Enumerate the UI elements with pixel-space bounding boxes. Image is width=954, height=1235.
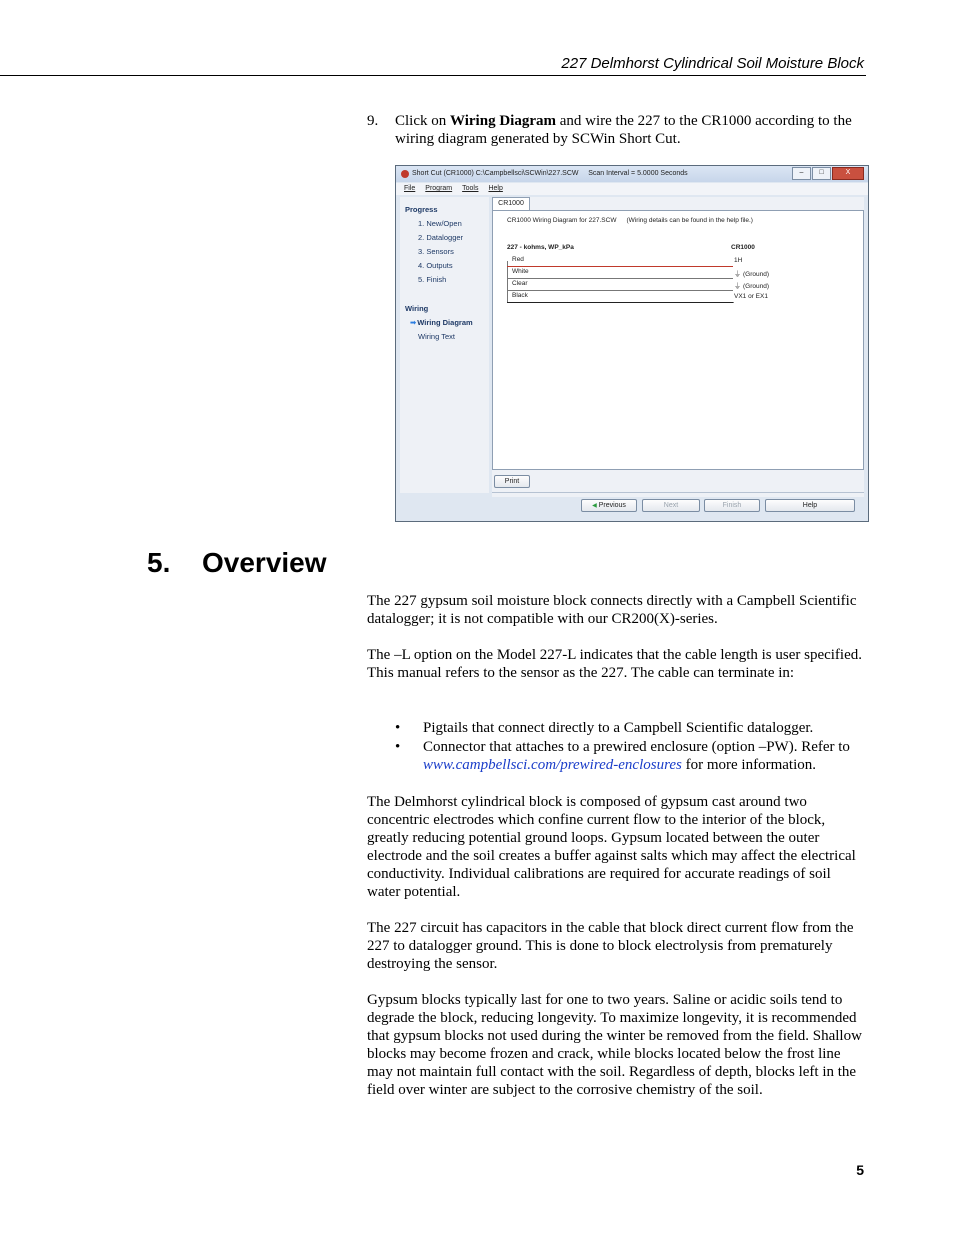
diagram-caption-text: CR1000 Wiring Diagram for 227.SCW [507,217,617,224]
maximize-icon[interactable]: □ [812,167,831,180]
terminal-text: (Ground) [743,271,770,278]
previous-button[interactable] [581,499,637,512]
progress-item-outputs[interactable]: 4. Outputs [418,261,453,270]
shortcut-window-screenshot [395,165,869,522]
termination-options-list [367,719,867,775]
section-heading [147,547,327,579]
progress-item-datalogger[interactable]: 2. Datalogger [418,233,464,242]
menu-tools[interactable]: Tools [462,185,479,192]
paragraph-block-composition: The Delmhorst cylindrical block is composed of gypsum cast around two concentric electrodes which confine current flow to the interior of the block, greatly reducing potential ground loops. Gypsum located between the outer electrode and the soil creates a buffer against salts which may affect the electrical conductivity. Individual calibrations are required for accurate readings of soil water potential. [367,794,856,900]
terminal-label [734,269,769,279]
finish-button[interactable]: Finish [704,499,760,512]
menu-file[interactable]: File [404,185,416,192]
running-header: 227 Delmhorst Cylindrical Soil Moisture Block [561,55,864,72]
next-button[interactable]: Next [642,499,700,512]
bullet-icon: • [395,720,401,736]
ground-icon: ⏚ [734,283,741,290]
wire-color-label: White [512,268,529,275]
step-text-suffix: and wire the 227 to the CR1000 according to the wiring diagram generated by SCWin Short Cut. [395,113,852,147]
datalogger-header: CR1000 [731,244,755,251]
progress-heading: Progress [405,205,438,214]
bullet-icon: • [395,739,401,755]
menu-program[interactable]: Program [425,185,453,192]
paragraph-capacitors: The 227 circuit has capacitors in the cable that block direct current flow from the 227 to datalogger ground. This is done to block electrolysis from prematurely destroying the sensor. [367,920,854,972]
wire-row [507,255,733,267]
wiring-item-text[interactable]: Wiring Text [418,332,455,341]
section-number: 5. [147,547,171,578]
section-title-text: Overview [202,547,327,578]
wire-row [507,267,733,279]
terminal-label: 1H [734,257,743,264]
diagram-caption [507,217,753,224]
progress-item-finish[interactable]: 5. Finish [418,275,447,284]
list-item-text: Connector that attaches to a prewired enclosure (option –PW). Refer to [423,739,850,755]
wire-color-label: Red [512,256,524,263]
app-icon [401,170,409,178]
arrow-right-icon: ➡ [410,318,417,327]
sensor-header: 227 - kohms, WP_kPa [507,244,574,251]
step-number: 9. [367,113,379,129]
terminal-label [734,281,769,291]
window-controls [792,167,864,180]
terminal-label: VX1 or EX1 [734,293,768,300]
progress-item-new-open[interactable]: 1. New/Open [418,219,462,228]
paragraph-compatibility: The 227 gypsum soil moisture block connects directly with a Campbell Scientific datalogger; it is not compatible with our CR200(X)-series. [367,593,857,627]
paragraph-longevity: Gypsum blocks typically last for one to two years. Saline or acidic soils tend to degrade the block, reducing longevity. To maximize longevity, it is recommended that gypsum blocks not used during the winter be removed from the field. Shallow blocks may become frozen and crack, while blocks located below the frost line may not maintain full contact with the soil. Regardless of depth, blocks left in the field over winter are subject to the corrosive chemistry of the soil. [367,992,862,1098]
wire-color-label: Clear [512,280,528,287]
wiring-panel [492,197,864,497]
scan-interval: Scan Interval = 5.0000 Seconds [588,170,688,177]
previous-arrow-icon: ◀ [592,503,597,509]
print-button[interactable]: Print [494,475,530,488]
tab-cr1000[interactable]: CR1000 [492,197,530,211]
prewired-enclosures-link[interactable]: www.campbellsci.com/prewired-enclosures [423,757,682,773]
menu-help[interactable]: Help [488,185,503,192]
window-titlebar [396,166,868,182]
list-item-suffix: for more information. [681,757,816,773]
ground-icon: ⏚ [734,271,741,278]
step-text [395,112,867,148]
page-number: 5 [856,1162,864,1178]
previous-label: Previous [598,502,626,509]
help-button[interactable]: Help [765,499,855,512]
header-rule [0,75,866,76]
list-item-text: Pigtails that connect directly to a Campbell Scientific datalogger. [423,720,814,736]
step-text-bold: Wiring Diagram [450,113,556,129]
wire-row [507,291,733,303]
minimize-icon[interactable]: – [792,167,811,180]
step-9 [367,112,867,148]
progress-sidebar [400,197,489,493]
menu-bar [396,183,868,195]
wiring-diagram-label: Wiring Diagram [417,318,473,327]
close-icon[interactable]: X [832,167,864,180]
step-text-prefix: Click on [395,113,450,129]
progress-item-sensors[interactable]: 3. Sensors [418,247,454,256]
footer-separator [492,492,864,493]
wire-row [507,279,733,291]
diagram-note: (Wiring details can be found in the help file.) [626,217,753,224]
wiring-heading: Wiring [405,304,429,313]
list-item [367,719,867,737]
wiring-diagram-area [492,210,864,470]
paragraph-cable-option: The –L option on the Model 227-L indicates that the cable length is user specified. This manual refers to the sensor as the 227. The cable can terminate in: [367,647,862,681]
terminal-text: (Ground) [743,283,770,290]
window-title [412,170,688,177]
wiring-item-diagram[interactable] [410,318,473,327]
window-title-path: Short Cut (CR1000) C:\Campbellsci\SCWin\227.SCW [412,170,579,177]
wire-color-label: Black [512,292,528,299]
list-item [367,738,867,774]
